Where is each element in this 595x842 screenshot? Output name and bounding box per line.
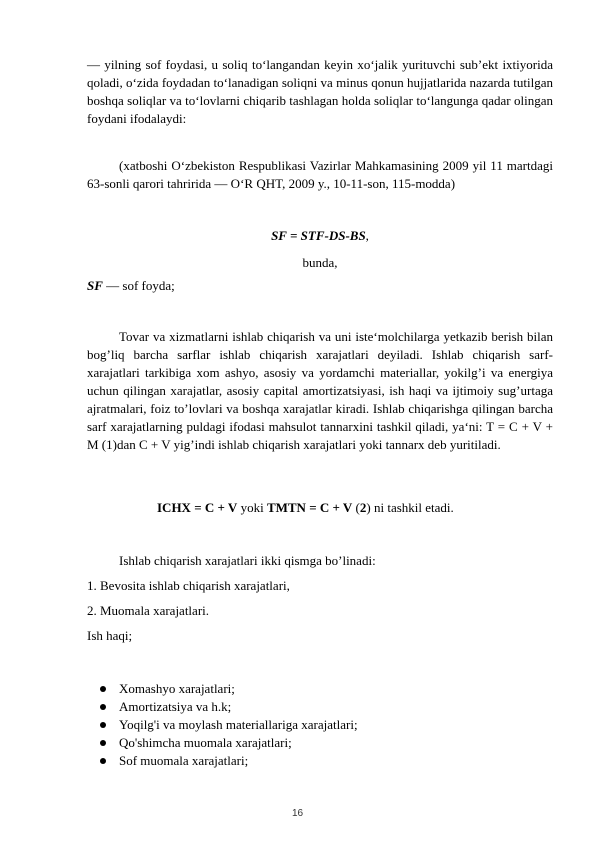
page-number: 16 [291, 808, 304, 819]
formula-ichx [87, 499, 553, 517]
bullet-dot-icon [100, 722, 106, 728]
bullet-dot-icon [100, 758, 106, 764]
bullet-list [87, 680, 553, 770]
paragraph-sof-foyda: — yilning sof foydasi, u soliq to‘langandan keyin xo‘jalik yurituvchi sub’ekt ixtiyorida qoladi, o‘zida foydadan to‘lanadigan soliqni va minus qonun hujjatlarida nazarda tutilgan boshqa soliqlar va to‘lovlarni chiqarib tashlagan holda soliqlar to‘langunga qadar olingan foydani ifodalaydi: [87, 57, 553, 126]
formula-paren-open: ( [352, 500, 360, 515]
formula-sof-foyda [87, 227, 553, 245]
formula-tmtn-part: TMTN = C + V [266, 500, 353, 515]
bullet-text: Sof muomala xarajatlari; [119, 753, 249, 768]
paragraph-ikki-qism: Ishlab chiqarish xarajatlari ikki qismga bo’linadi: [119, 553, 376, 568]
bullet-dot-icon [100, 686, 106, 692]
formula-paren-close: ) ni tashkil etadi. [366, 500, 454, 515]
sf-definition-text: — sof foyda; [102, 278, 175, 293]
formula-suffix: , [365, 228, 369, 243]
formula-number: 2 [359, 500, 367, 515]
bullet-text: Xomashyo xarajatlari; [119, 681, 235, 696]
sf-definition [87, 277, 553, 295]
bullet-text: Qo'shimcha muomala xarajatlari; [119, 735, 292, 750]
bullet-item [87, 752, 553, 770]
formula-expression: SF = STF-DS-BS [271, 228, 366, 243]
bullet-item [87, 734, 553, 752]
list-item-bevosita: 1. Bevosita ishlab chiqarish xarajatlari, [87, 578, 290, 593]
formula-ichx-part: ICHX = C + V [157, 500, 238, 515]
paragraph-ishlab-chiqarish-xarajatlari: Tovar va xizmatlarni ishlab chiqarish va uni iste‘molchilarga yetkazib berish bilan bog’liq barcha sarflar ishlab chiqarish xarajatlari deyiladi. Ishlab chiqarish sarf-xarajatlari tarkibiga xom ashyo, asosiy va yordamchi materiallar, yokilg’i va energiya uchun qilingan xarajatlar, asosiy capital amortizatsiyasi, ish haqi va ijtimoiy sug’urtaga ajratmalari, foiz to’lovlari va boshqa xarajatlar kiradi. Ishlab chiqarishga qilingan barcha sarf xarajatlarning puldagi ifodasi mahsulot tannarxini tashkil qiladi, ya‘ni: T = C + V + M (1)dan C + V yig’indi ishlab chiqarish xarajatlari yoki tannarx deb yuritiladi. [87, 329, 553, 452]
bunda-label: bunda, [302, 255, 338, 270]
bullet-text: Amortizatsiya va h.k; [119, 699, 232, 714]
ish-haqi-line: Ish haqi; [87, 628, 133, 643]
paragraph-xatboshi-note: (xatboshi O‘zbekiston Respublikasi Vazirlar Mahkamasining 2009 yil 11 martdagi 63-sonli qarori tahririda — O‘R QHT, 2009 y., 10-11-son, 115-modda) [87, 158, 553, 191]
bullet-text: Yoqilg'i va moylash materiallariga xarajatlari; [119, 717, 358, 732]
bullet-item [87, 680, 553, 698]
bullet-item [87, 698, 553, 716]
list-item-muomala: 2. Muomala xarajatlari. [87, 603, 210, 618]
bullet-dot-icon [100, 740, 106, 746]
formula-ichx-mid: yoki [237, 500, 267, 515]
bullet-item [87, 716, 553, 734]
sf-symbol: SF [87, 278, 103, 293]
bullet-dot-icon [100, 704, 106, 710]
